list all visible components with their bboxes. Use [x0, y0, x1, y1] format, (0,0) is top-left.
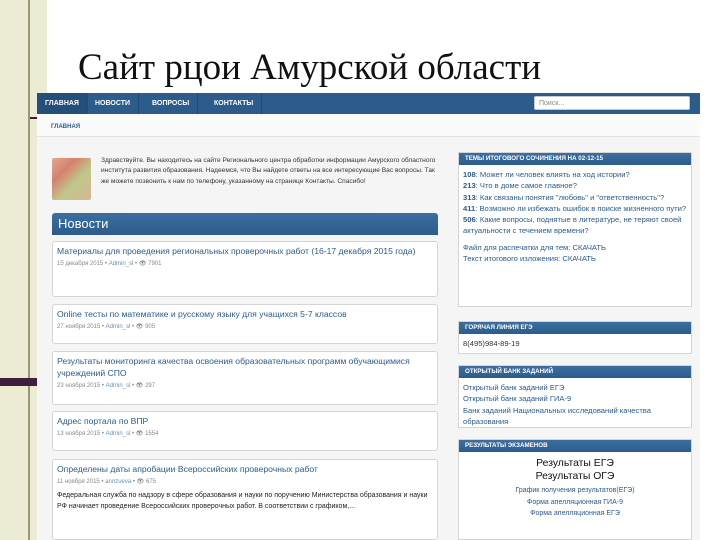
news-views: 905: [145, 324, 156, 330]
topic-text: : Что в доме самое главное?: [475, 181, 577, 191]
results-schedule-link[interactable]: График получения результатов(ЕГЭ): [515, 487, 635, 494]
news-meta: 11 ноября 2015 • annzueva • 👁 675: [57, 479, 156, 485]
news-meta: 27 ноября 2015 • Admin_sl • 👁 905: [57, 324, 156, 330]
top-navbar: [37, 93, 700, 114]
topic-number: 108: [463, 170, 476, 179]
news-views: 1554: [145, 431, 159, 437]
task-bank-header: ОТКРЫТЫЙ БАНК ЗАДАНИЙ: [459, 366, 691, 378]
topic-number: 213: [463, 181, 476, 191]
news-item[interactable]: [52, 241, 438, 297]
eye-icon: 👁: [135, 324, 144, 330]
topic-number: 313: [463, 192, 476, 202]
essay-topic[interactable]: [463, 214, 687, 237]
results-oge-link[interactable]: Результаты ОГЭ: [535, 470, 615, 482]
breadcrumb[interactable]: ГЛАВНАЯ: [51, 124, 81, 130]
topic-text: : Возможно ли избежать ошибок в поиске жизненного пути?: [475, 203, 687, 213]
news-item[interactable]: [52, 459, 438, 540]
essay-topics-header: ТЕМЫ ИТОГОВОГО СОЧИНЕНИЯ НА 02-12-15: [459, 153, 691, 165]
news-title[interactable]: Адрес портала по ВПР: [57, 416, 149, 426]
welcome-text: Здравствуйте. Вы находитесь на сайте Регионального центра обработки информации Амурского областного института развития образования. Надеемся, что Вы найдете ответы на все интересующие Вас вопросы. Так же можете позвонить к нам по телефону, указанному на странице Контакты. Спасибо!: [101, 157, 436, 185]
bank-link-ege[interactable]: Открытый банк заданий ЕГЭ: [463, 383, 565, 392]
nav-contacts[interactable]: КОНТАКТЫ: [206, 93, 262, 114]
appeal-gia-link[interactable]: Форма апелляционная ГИА-9: [527, 498, 623, 506]
hotline-header: ГОРЯЧАЯ ЛИНИЯ ЕГЭ: [459, 322, 691, 334]
website-screenshot: [37, 93, 700, 540]
exam-results-header: РЕЗУЛЬТАТЫ ЭКЗАМЕНОВ: [459, 440, 691, 452]
topic-text: : Может ли человек влиять на ход истории?: [475, 170, 630, 179]
essay-topic[interactable]: [463, 180, 687, 191]
download-summary-link[interactable]: Текст итогового изложения: СКАЧАТЬ: [463, 254, 596, 264]
eye-icon: 👁: [136, 479, 145, 485]
nav-home[interactable]: ГЛАВНАЯ: [37, 93, 88, 114]
essay-topics-box: [458, 152, 692, 307]
topic-number: 411: [463, 203, 476, 213]
welcome-image: [52, 158, 91, 200]
news-meta: 15 декабря 2015 • Admin_sl • 👁 7901: [57, 261, 162, 267]
breadcrumb-bar: [37, 114, 700, 137]
bank-link-nik[interactable]: Банк заданий Национальных исследований качества образования: [463, 405, 651, 426]
news-title[interactable]: Результаты мониторинга качества освоения образовательных программ обучающимися учреждений СПО: [57, 356, 410, 378]
bank-link-gia[interactable]: Открытый банк заданий ГИА-9: [463, 394, 572, 404]
news-title[interactable]: Определены даты апробации Всероссийских проверочных работ: [57, 464, 318, 474]
slide-title: Сайт рцои Амурской области: [78, 47, 542, 88]
news-author[interactable]: Admin_sl: [105, 324, 131, 330]
results-ege-link[interactable]: Результаты ЕГЭ: [536, 458, 614, 469]
topic-text: : Как связаны понятия "любовь" и "ответственность"?: [475, 192, 665, 202]
slide-decor-line: [28, 0, 30, 540]
search-input[interactable]: Поиск...: [534, 96, 690, 110]
eye-icon: 👁: [135, 431, 144, 437]
news-date: 13 ноября 2015: [57, 431, 101, 437]
essay-topic[interactable]: [463, 169, 687, 180]
news-excerpt: Федеральная служба по надзору в сфере образования и науки по поручению Министерства образования и науки РФ начинает проведение Всероссийских проверочных работ. В соответствии с графиком,...: [57, 492, 428, 510]
task-bank-box: [458, 365, 692, 428]
news-date: 11 ноября 2015: [57, 479, 100, 485]
news-header: Новости: [52, 213, 438, 235]
news-views: 7901: [148, 261, 162, 267]
exam-results-box: [458, 439, 692, 540]
essay-topic[interactable]: [463, 192, 687, 203]
news-item[interactable]: [52, 304, 438, 344]
news-meta: 23 ноября 2015 • Admin_sl • 👁 297: [57, 383, 156, 389]
hotline-phone: 8(495)984-89-19: [463, 339, 520, 348]
news-date: 15 декабря 2015: [57, 261, 104, 267]
news-views: 297: [145, 383, 156, 389]
news-author[interactable]: Admin_sl: [105, 431, 131, 437]
news-views: 675: [145, 479, 156, 485]
news-title[interactable]: Материалы для проведения региональных проверочных работ (16-17 декабря 2015 года): [57, 246, 416, 256]
news-title[interactable]: Online тесты по математике и русскому языку для учащихся 5-7 классов: [57, 309, 347, 319]
hotline-box: [458, 321, 692, 354]
news-meta: 13 ноября 2015 • Admin_sl • 👁 1554: [57, 431, 159, 437]
news-item[interactable]: [52, 351, 438, 405]
nav-questions[interactable]: ВОПРОСЫ: [144, 93, 198, 114]
eye-icon: 👁: [138, 261, 147, 267]
news-date: 27 ноября 2015: [57, 324, 101, 330]
nav-news[interactable]: НОВОСТИ: [87, 93, 139, 114]
topic-number: 506: [463, 215, 476, 225]
topic-text: : Какие вопросы, поднятые в литературе, не теряют своей актуальности с течением времени?: [463, 215, 682, 236]
appeal-ege-link[interactable]: Форма апелляционная ЕГЭ: [530, 510, 620, 517]
news-author[interactable]: annzueva: [105, 479, 132, 485]
download-topics-link[interactable]: Файл для распечатки для тем: СКАЧАТЬ: [463, 242, 607, 252]
news-author[interactable]: Admin_sl: [108, 261, 134, 267]
essay-topic[interactable]: [463, 203, 687, 214]
eye-icon: 👁: [135, 383, 144, 389]
news-date: 23 ноября 2015: [57, 383, 101, 389]
news-item[interactable]: [52, 411, 438, 451]
news-author[interactable]: Admin_sl: [105, 383, 131, 389]
